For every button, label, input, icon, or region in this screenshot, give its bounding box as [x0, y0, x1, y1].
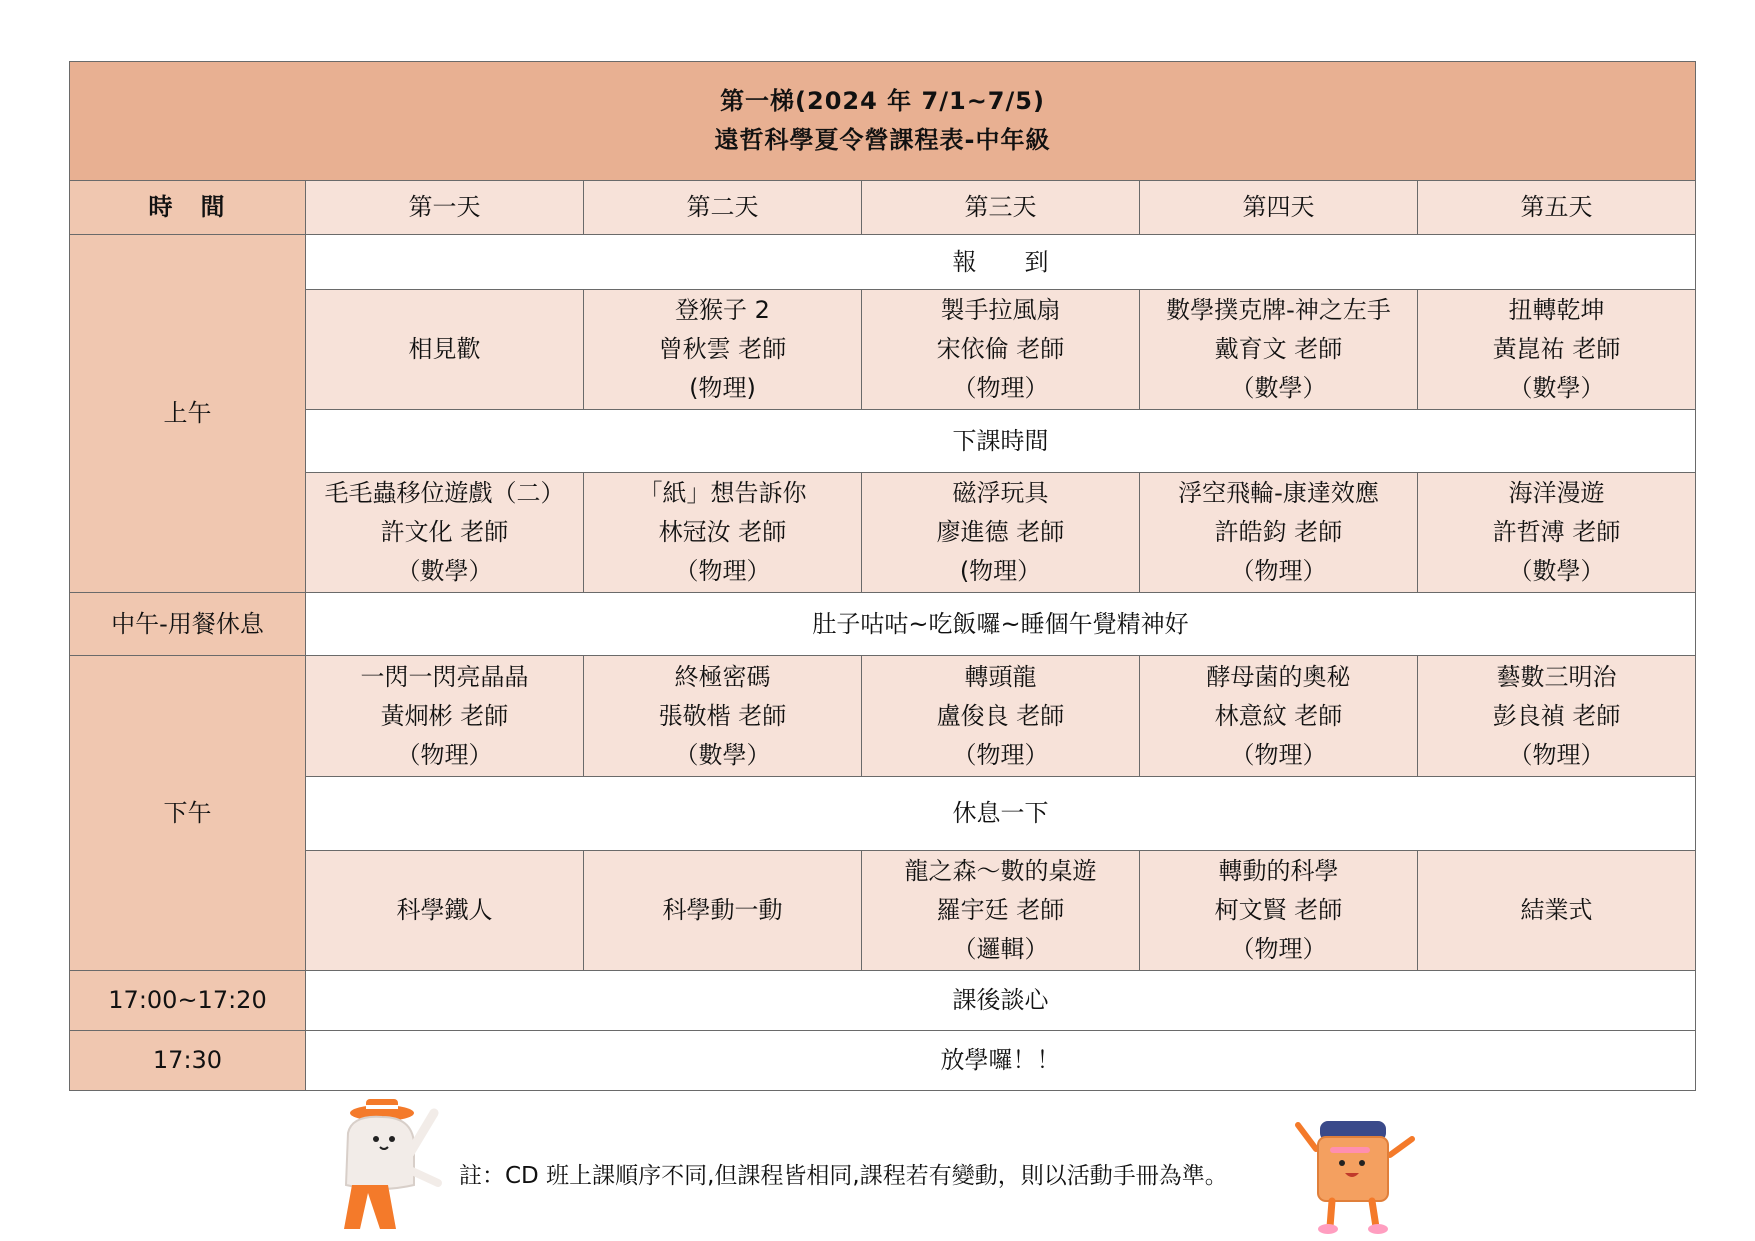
course-teacher: 林意紋 老師 — [1214, 701, 1343, 730]
course-teacher: 彭良禎 老師 — [1492, 701, 1621, 730]
course-title: 製手拉風扇 — [940, 296, 1061, 324]
course-cell — [862, 473, 1140, 593]
course-cell — [1140, 473, 1418, 593]
course-cell — [306, 656, 584, 777]
course-title: 酵母菌的奧秘 — [1206, 662, 1351, 691]
course-subject: （物理） — [1508, 740, 1605, 769]
course-cell — [584, 290, 862, 410]
course-cell — [1140, 851, 1418, 971]
course-subject: （物理） — [1230, 557, 1327, 585]
course-cell — [1418, 851, 1696, 971]
course-teacher: 許文化 老師 — [380, 518, 509, 546]
course-teacher: 林冠汝 老師 — [658, 518, 787, 546]
course-cell — [584, 656, 862, 777]
course-subject: （邏輯） — [952, 935, 1049, 963]
period-noon: 中午-用餐休息 — [70, 593, 306, 656]
course-title: 「紙」想告訴你 — [638, 479, 807, 507]
course-title: 海洋漫遊 — [1508, 479, 1605, 507]
schedule-title — [70, 62, 1696, 181]
course-subject: （物理） — [396, 740, 493, 769]
course-teacher: 許哲溥 老師 — [1492, 518, 1621, 546]
course-subject: （物理） — [952, 374, 1049, 402]
morning-block-1 — [70, 290, 1696, 410]
course-title: 科學動一動 — [662, 896, 783, 924]
course-title: 相見歡 — [408, 335, 481, 363]
course-title: 毛毛蟲移位遊戲（二） — [324, 479, 565, 507]
footnote: 註：CD 班上課順序不同,但課程皆相同,課程若有變動，則以活動手冊為準。 — [459, 1163, 1228, 1189]
course-cell — [1418, 656, 1696, 777]
course-cell — [862, 851, 1140, 971]
header-day-1: 第一天 — [306, 181, 584, 235]
mascot-ghost-hat-icon — [330, 1093, 450, 1238]
course-teacher: 張敬楷 老師 — [658, 701, 787, 730]
header-day-5: 第五天 — [1418, 181, 1696, 235]
after-class-row: 課後談心 — [306, 971, 1696, 1031]
course-cell — [306, 851, 584, 971]
afternoon-block-1 — [70, 656, 1696, 777]
course-title: 藝數三明治 — [1496, 662, 1617, 691]
course-subject: （物理） — [952, 740, 1049, 769]
period-1730: 17:30 — [70, 1031, 306, 1091]
course-cell — [862, 290, 1140, 410]
course-cell — [862, 656, 1140, 777]
course-title: 磁浮玩具 — [952, 479, 1049, 507]
header-day-2: 第二天 — [584, 181, 862, 235]
course-cell — [306, 290, 584, 410]
title-line-2: 遠哲科學夏令營課程表-中年級 — [714, 126, 1051, 154]
course-title: 轉動的科學 — [1218, 857, 1339, 885]
course-cell — [306, 473, 584, 593]
course-title: 結業式 — [1520, 896, 1593, 924]
period-1700: 17:00~17:20 — [70, 971, 306, 1031]
course-title: 浮空飛輪-康達效應 — [1178, 479, 1379, 507]
header-time: 時 間 — [70, 181, 306, 235]
morning-break-row: 下課時間 — [306, 410, 1696, 473]
course-teacher: 曾秋雲 老師 — [658, 335, 787, 363]
course-title: 科學鐵人 — [396, 896, 493, 924]
course-teacher: 黃炯彬 老師 — [380, 701, 509, 730]
schedule-table — [69, 61, 1696, 1091]
period-morning: 上午 — [70, 235, 306, 593]
course-teacher: 宋依倫 老師 — [936, 335, 1065, 363]
course-teacher: 柯文賢 老師 — [1214, 896, 1343, 924]
morning-block-2 — [70, 473, 1696, 593]
course-subject: (物理） — [959, 557, 1042, 585]
course-teacher: 黃崑祐 老師 — [1492, 335, 1621, 363]
afternoon-break-row: 休息一下 — [306, 777, 1696, 851]
course-teacher: 盧俊良 老師 — [936, 701, 1065, 730]
course-cell — [584, 851, 862, 971]
course-subject: （數學） — [1508, 557, 1605, 585]
course-title: 一閃一閃亮晶晶 — [360, 662, 529, 691]
course-teacher: 戴育文 老師 — [1214, 335, 1343, 363]
course-subject: （數學） — [674, 740, 771, 769]
afternoon-block-2 — [70, 851, 1696, 971]
title-line-1: 第一梯(2024 年 7/1~7/5) — [720, 87, 1045, 115]
period-afternoon: 下午 — [70, 656, 306, 971]
course-title: 終極密碼 — [674, 662, 771, 691]
course-subject: （數學） — [1508, 374, 1605, 402]
course-cell — [1140, 656, 1418, 777]
noon-row: 肚子咕咕~吃飯囉~睡個午覺精神好 — [306, 593, 1696, 656]
course-subject: (物理) — [689, 374, 756, 402]
course-subject: （物理） — [1230, 740, 1327, 769]
header-day-4: 第四天 — [1140, 181, 1418, 235]
dismiss-row: 放學囉！！ — [306, 1031, 1696, 1091]
course-cell — [1418, 290, 1696, 410]
course-teacher: 廖進德 老師 — [936, 518, 1065, 546]
course-subject: （物理） — [1230, 935, 1327, 963]
course-title: 數學撲克牌-神之左手 — [1166, 296, 1391, 324]
course-cell — [1140, 290, 1418, 410]
checkin-row: 報 到 — [306, 235, 1696, 290]
course-teacher: 許皓鈞 老師 — [1214, 518, 1343, 546]
course-subject: （數學） — [1230, 374, 1327, 402]
course-title: 扭轉乾坤 — [1508, 296, 1605, 324]
course-title: 轉頭龍 — [964, 662, 1037, 691]
course-title: 登猴子 2 — [675, 296, 770, 324]
course-title: 龍之森～數的桌遊 — [904, 857, 1097, 885]
course-subject: （物理） — [674, 557, 771, 585]
course-cell — [584, 473, 862, 593]
mascot-box-cap-icon — [1290, 1105, 1420, 1235]
course-teacher: 羅宇廷 老師 — [936, 896, 1065, 924]
course-cell — [1418, 473, 1696, 593]
header-day-3: 第三天 — [862, 181, 1140, 235]
course-subject: （數學） — [396, 557, 493, 585]
